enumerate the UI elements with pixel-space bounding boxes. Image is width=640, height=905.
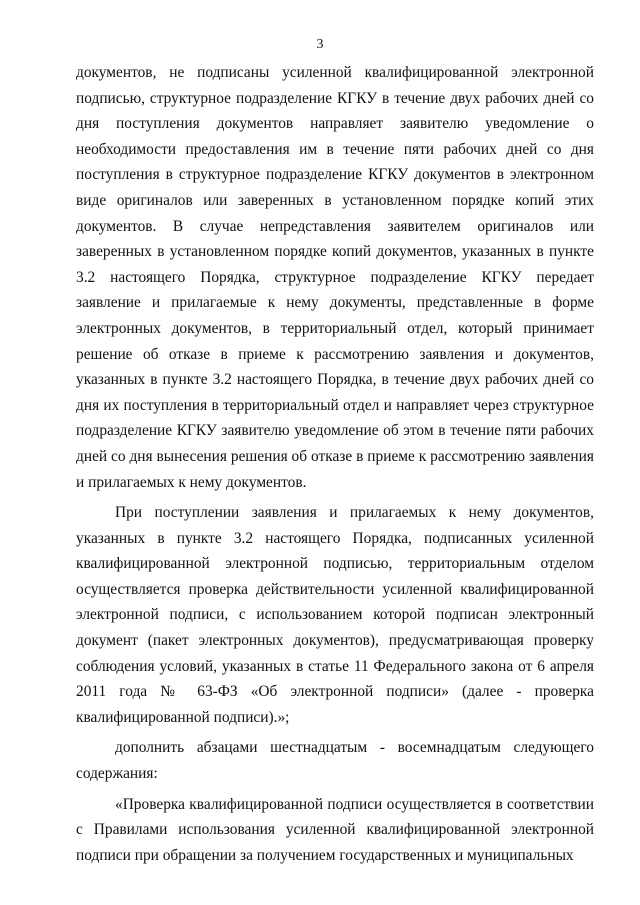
document-body [76,60,594,868]
paragraph-amendment-instruction: дополнить абзацами шестнадцатым - восемнадцатым следующего содержания: [76,739,594,783]
paragraph-signature-verification: При поступлении заявления и прилагаемых к нему документов, указанных в пункте 3.2 настоящего Порядка, подписанных усиленной квалифицированной электронной подписью, территориальным отделом осуществляется проверка действительности усиленной квалифицированной электронной подписи, с использованием которой подписан электронный документ (пакет электронных документов), предусматривающая проверку соблюдения условий, указанных в статье 11 Федерального закона от 6 апреля 2011 года № 63-ФЗ «Об электронной подписи» (далее - проверка квалифицированной подписи).»; [76,504,594,726]
paragraph-continuation: документов, не подписаны усиленной квалифицированной электронной подписью, структурное подразделение КГКУ в течение двух рабочих дней со дня поступления документов направляет заявителю уведомление о необходимости предоставления им в течение пяти рабочих дней со дня поступления в структурное подразделение КГКУ документов в электронном виде оригиналов или заверенных в установленном порядке копий этих документов. В случае непредставления заявителем оригиналов или заверенных в установленном порядке копий документов, указанных в пункте 3.2 настоящего Порядка, структурное подразделение КГКУ передает заявление и прилагаемые к нему документы, представленные в форме электронных документов, в территориальный отдел, который принимает решение об отказе в приеме к рассмотрению заявления и документов, указанных в пункте 3.2 настоящего Порядка, в течение двух рабочих дней со дня их поступления в территориальный отдел и направляет через структурное подразделение КГКУ заявителю уведомление об этом в течение пяти рабочих дней со дня вынесения решения об отказе в приеме к рассмотрению заявления и прилагаемых к нему документов. [76,64,594,491]
page-number: 3 [316,37,324,52]
paragraph-new-text: «Проверка квалифицированной подписи осуществляется в соответствии с Правилами использования усиленной квалифицированной электронной подписи при обращении за получением государственных и муниципальных [76,795,594,864]
